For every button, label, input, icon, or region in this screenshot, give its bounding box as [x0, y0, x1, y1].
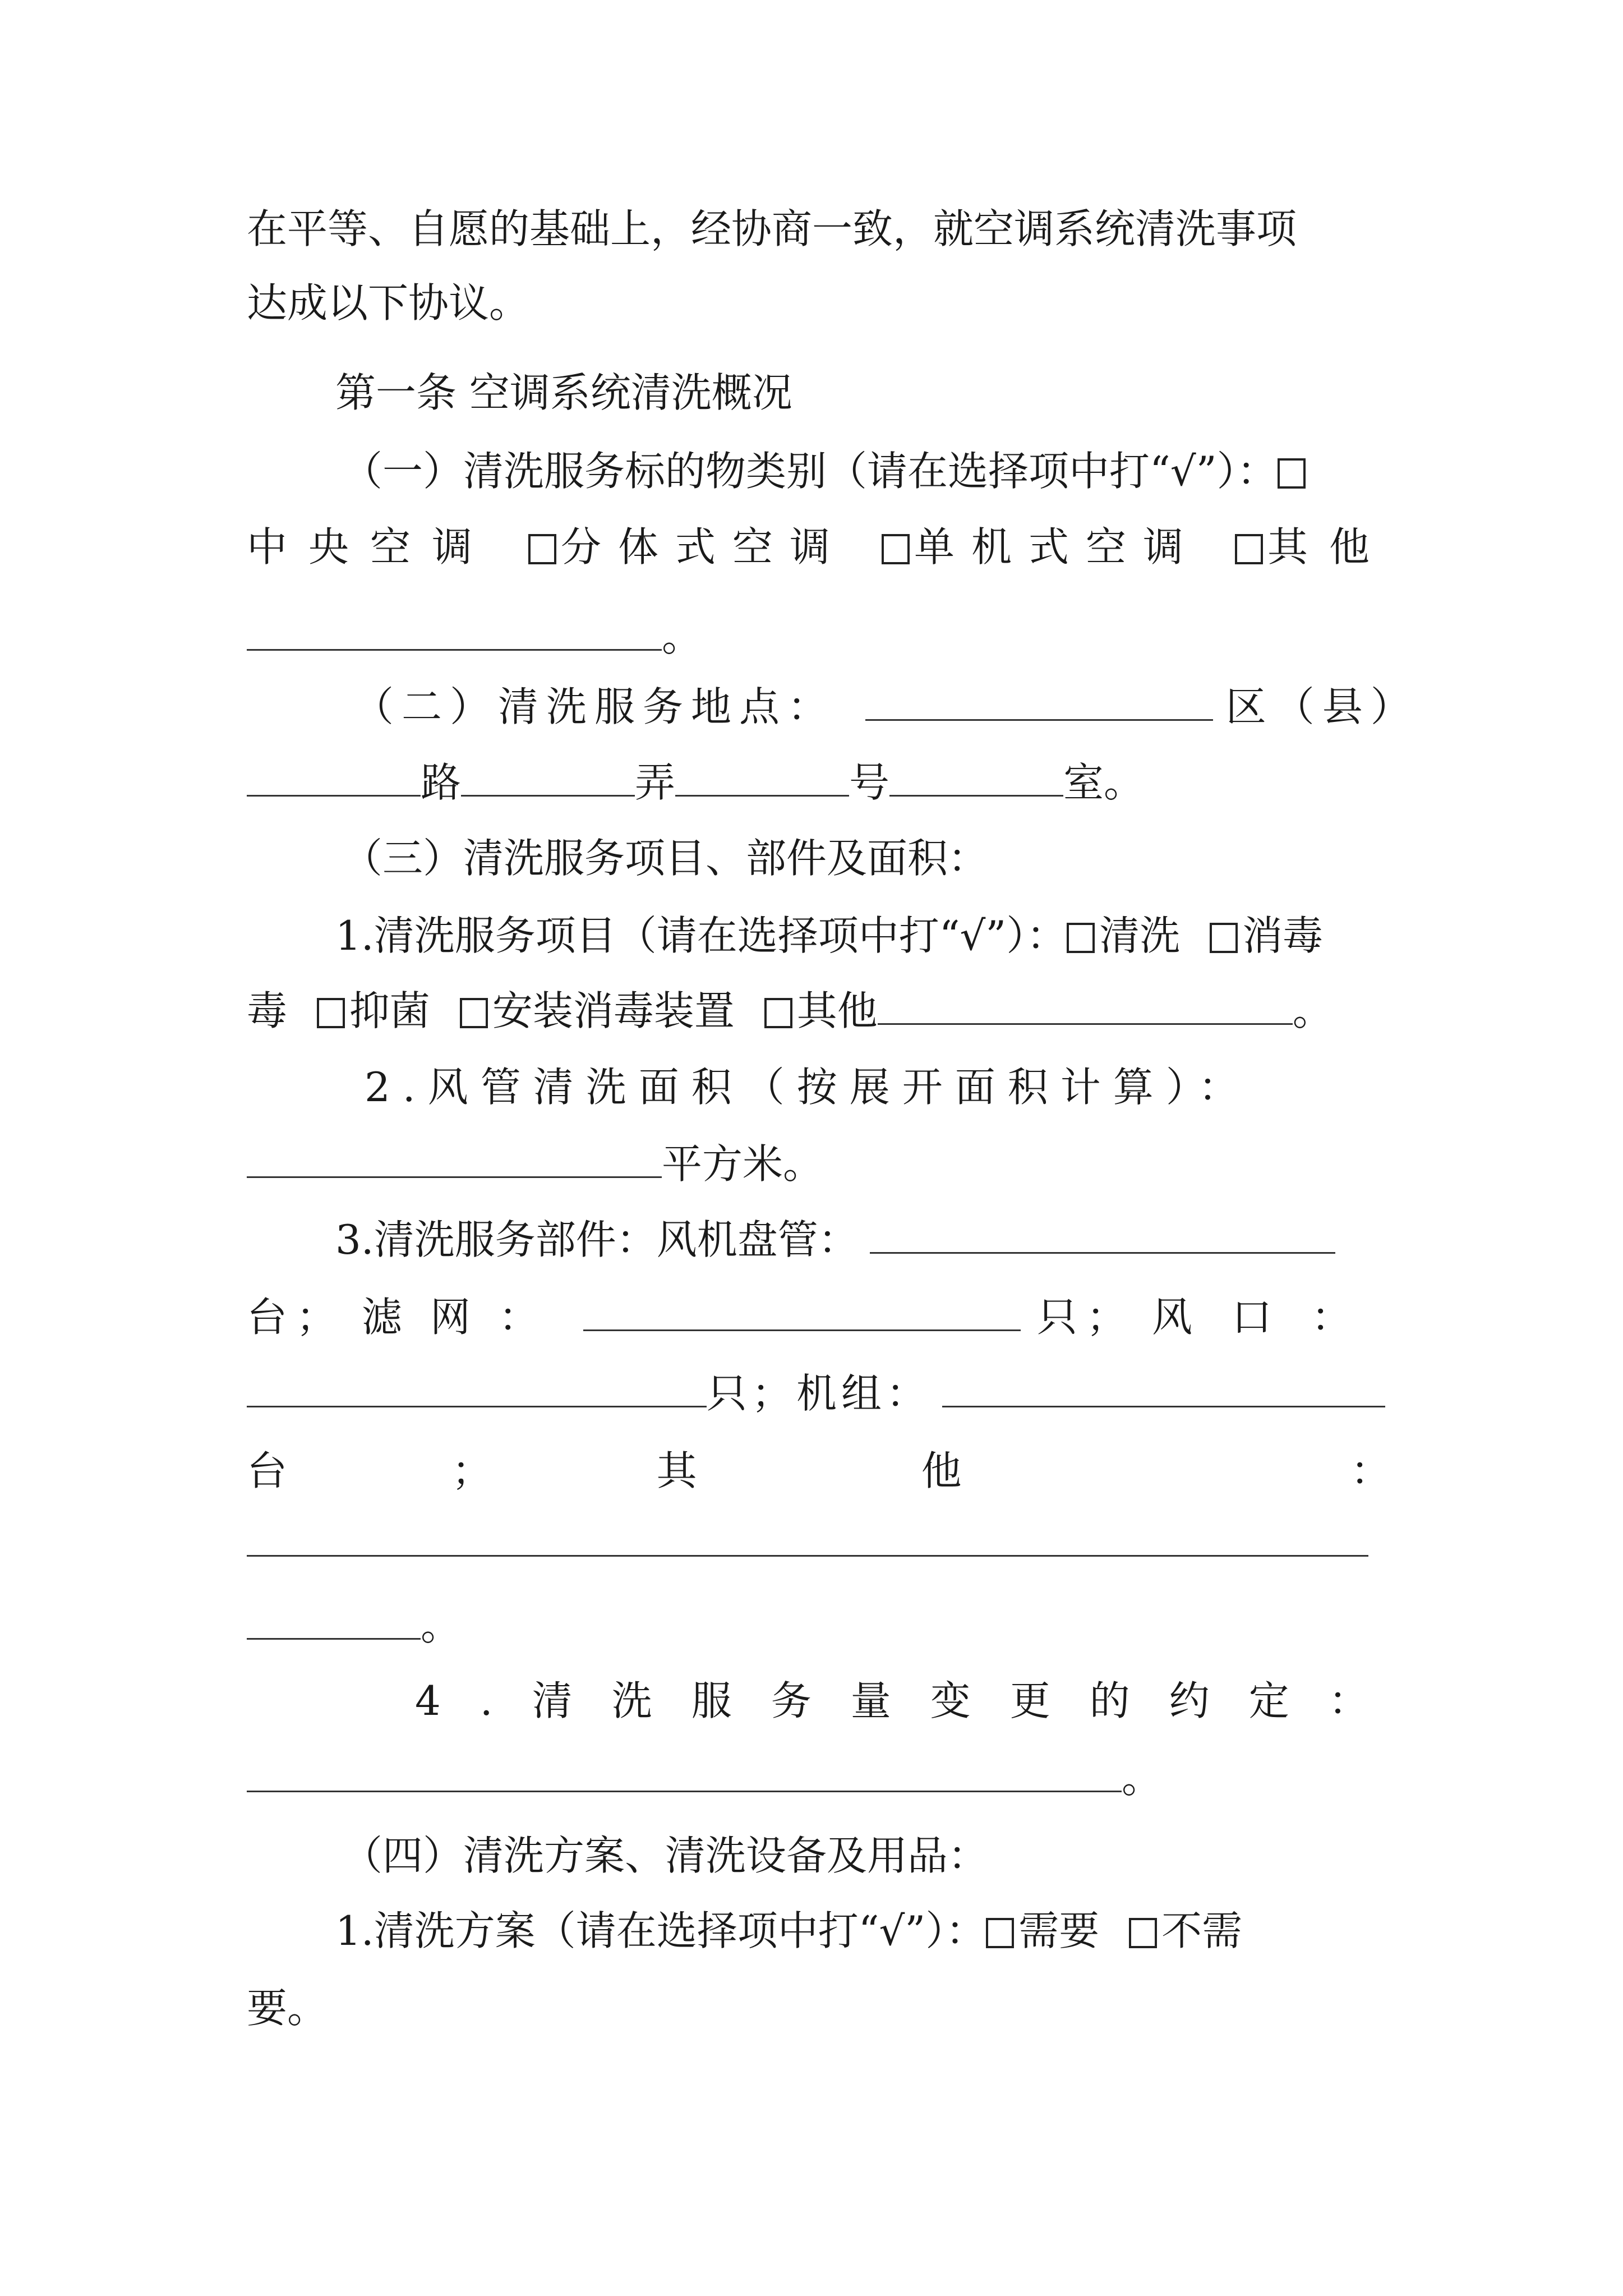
section-2-line-2: [247, 754, 1391, 811]
option-window-ac-wrap: [882, 519, 1200, 575]
section-3-item-1-line-1: [335, 908, 1395, 964]
district-label: 区（县）: [1225, 683, 1419, 730]
item-2-prefix: 2.风管清洗面积（按展开面积计算）：: [365, 1064, 1251, 1111]
checkbox-split-ac[interactable]: [528, 534, 556, 564]
checkbox-plan-needed[interactable]: [986, 1918, 1014, 1948]
option-plan-needed: 需要: [1018, 1907, 1100, 1954]
checkbox-plan-not-needed[interactable]: [1129, 1918, 1157, 1948]
section-3-item-1-line-2: [247, 983, 1391, 1039]
section-1-prefix: （一）清洗服务标的物类别（请在选择项中打“√”）：: [342, 448, 1278, 495]
section-4-item-1-line-2: 要。: [247, 1985, 328, 2032]
option-other-wrap: [1235, 519, 1391, 575]
section-3-item-3-line-5: [247, 1515, 1391, 1571]
filter-blank[interactable]: [583, 1294, 1021, 1331]
option-split-ac: 分体式空调: [560, 523, 847, 570]
room-blank[interactable]: [889, 759, 1063, 797]
other-parts-blank[interactable]: [247, 1519, 1368, 1557]
item-3-end: 。: [421, 1602, 462, 1649]
section-3-item-2-line-1: [365, 1059, 1363, 1115]
number-blank[interactable]: [675, 759, 849, 797]
section-3-item-3-line-2: [247, 1289, 1391, 1345]
section-1-end: 。: [662, 613, 703, 660]
unit-semicolon: ；: [451, 1447, 492, 1494]
item-4-end: 。: [1122, 1755, 1163, 1802]
other-type-blank[interactable]: [247, 613, 662, 651]
s4-item-1-prefix: 1.清洗方案（请在选择项中打“√”）：: [335, 1907, 986, 1954]
number-label: 号: [849, 759, 890, 806]
section-3-item-3-line-6: [247, 1598, 1391, 1654]
fan-coil-unit: 台；: [247, 1294, 346, 1341]
section-4-item-1-line-1: [335, 1903, 1395, 1959]
vent-label: 风口：: [1151, 1294, 1391, 1341]
intro-line-1: 在平等、自愿的基础上，经协商一致，就空调系统清洗事项: [247, 205, 1297, 252]
option-central-ac: 中央空调: [247, 523, 494, 570]
checkbox-window-ac[interactable]: [882, 534, 910, 564]
option-split-ac-wrap: [528, 519, 847, 575]
section-2-prefix: （二）清洗服务地点：: [353, 683, 836, 730]
item-1-prefix: 1.清洗服务项目（请在选择项中打“√”）：: [335, 912, 1067, 959]
option-window-ac: 单机式空调: [914, 523, 1200, 570]
other-parts-colon: ：: [1350, 1447, 1391, 1494]
checkbox-other[interactable]: [1235, 534, 1263, 564]
item-2-unit: 平方米。: [662, 1140, 824, 1188]
option-other: 其他: [1267, 523, 1391, 570]
section-4-title: （四）清洗方案、清洗设备及用品：: [342, 1832, 989, 1879]
section-1-other-blank-line: [247, 609, 1391, 665]
section-3-item-3-line-4: [247, 1443, 1391, 1499]
checkbox-item-other[interactable]: [764, 998, 792, 1028]
option-plan-not-needed: 不需: [1161, 1907, 1243, 1954]
option-clean: 清洗: [1099, 912, 1181, 959]
checkbox-install-device[interactable]: [460, 998, 488, 1028]
section-3-item-3-line-1: [335, 1212, 1395, 1268]
road-blank[interactable]: [247, 759, 421, 797]
section-3-item-4-line-1: [415, 1673, 1408, 1729]
section-1-options-line: [247, 519, 1391, 575]
filter-unit: 只；: [1036, 1294, 1136, 1341]
article-1-title: 第一条 空调系统清洗概况: [335, 369, 792, 416]
item-3-prefix: 3.清洗服务部件：风机盘管：: [335, 1216, 859, 1263]
filter-label: 滤网：: [362, 1294, 568, 1341]
unit-unit: 台: [247, 1447, 288, 1494]
lane-blank[interactable]: [461, 759, 635, 797]
section-2-line-1: [353, 679, 1419, 735]
room-label: 室。: [1063, 759, 1145, 806]
unit-blank[interactable]: [942, 1370, 1385, 1407]
section-3-item-3-line-3: [247, 1365, 1391, 1421]
vent-unit: 只；机组：: [707, 1370, 932, 1417]
section-3-title: （三）清洗服务项目、部件及面积：: [342, 835, 989, 882]
option-item-other: 其他: [796, 987, 878, 1034]
item-4-prefix: 4.清洗服务量变更的约定：: [415, 1677, 1408, 1724]
option-disinfect-cont: 毒: [247, 987, 288, 1034]
item-other-blank[interactable]: [878, 987, 1293, 1025]
option-antibacterial: 抑菌: [349, 987, 430, 1034]
checkbox-disinfect[interactable]: [1210, 923, 1238, 953]
vent-blank[interactable]: [247, 1370, 707, 1407]
duct-area-blank[interactable]: [247, 1140, 662, 1178]
district-blank[interactable]: [865, 683, 1213, 721]
lane-label: 弄: [635, 759, 676, 806]
option-disinfect: 消毒: [1242, 912, 1324, 959]
intro-line-2: 达成以下协议。: [247, 279, 530, 326]
option-install-device: 安装消毒装置: [492, 987, 735, 1034]
section-3-item-4-line-2: [247, 1750, 1391, 1806]
fan-coil-blank[interactable]: [870, 1216, 1335, 1254]
section-1-prefix-line: [342, 443, 1430, 499]
item-1-end: 。: [1292, 987, 1333, 1034]
other-parts-label: 其他: [656, 1447, 1186, 1494]
change-agreement-blank[interactable]: [247, 1755, 1122, 1792]
road-label: 路: [421, 759, 462, 806]
checkbox-central-ac[interactable]: [1278, 458, 1306, 489]
other-parts-blank-cont[interactable]: [247, 1602, 421, 1640]
section-3-item-2-line-2: [247, 1136, 1391, 1192]
checkbox-clean[interactable]: [1067, 923, 1095, 953]
checkbox-antibacterial[interactable]: [317, 998, 345, 1028]
